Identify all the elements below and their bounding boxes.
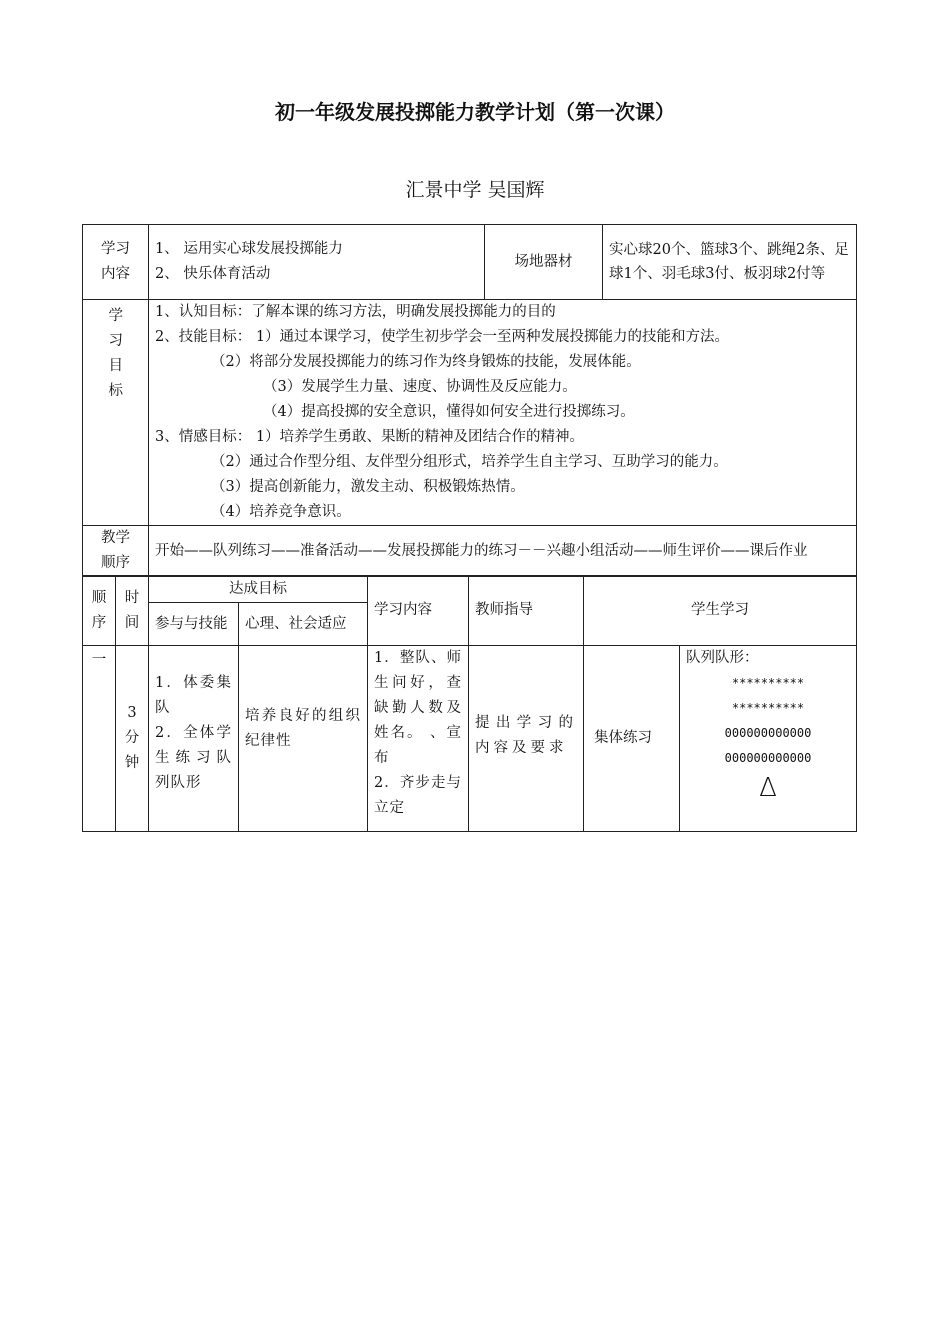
formation-cell <box>680 646 857 832</box>
formation-row: ********** <box>731 676 805 690</box>
author-line: 汇景中学 吴国辉 <box>405 179 545 201</box>
time-header: 时间 <box>116 576 149 646</box>
formation-row: ********** <box>731 701 805 715</box>
goals-header: 达成目标 <box>149 576 368 603</box>
participation-text: 1．体委集队 2．全体学生练习队列队形 <box>155 675 232 791</box>
study-content-item: 1、 运用实心球发展投掷能力 <box>155 241 343 257</box>
participation-header: 参与与技能 <box>149 603 239 646</box>
study-content-item: 2、 快乐体育活动 <box>155 266 271 282</box>
participation-cell <box>149 646 239 832</box>
teacher-header: 教师指导 <box>469 576 584 646</box>
psych-header: 心理、社会适应 <box>239 603 368 646</box>
formation-row: 000000000000 <box>724 726 812 740</box>
method-cell: 集体练习 <box>584 646 680 832</box>
teacher-cell <box>469 646 584 832</box>
study-content-cell <box>149 225 485 300</box>
objective-line: （3）提高创新能力，激发主动、积极锻炼热情。 <box>211 479 525 495</box>
content-text: 1．整队、师生问好，查缺勤人数及姓名。 、宣布 2．齐步走与立定 <box>374 650 462 816</box>
time-value: 3分钟 <box>124 705 140 771</box>
psych-text: 培养良好的组织纪律性 <box>245 707 361 749</box>
content-header: 学习内容 <box>368 576 469 646</box>
objectives-label-text: 学习目标 <box>108 308 123 399</box>
teacher-position-marker: Δ <box>759 773 777 803</box>
objective-line: 2、技能目标： 1）通过本课学习，使学生初步学会一至两种发展投掷能力的技能和方法。 <box>155 329 730 345</box>
teacher-text: 提出学习的内容及要求 <box>475 714 577 756</box>
equipment-cell: 实心球20个、篮球3个、跳绳2条、足球1个、羽毛球3付、板羽球2付等 <box>603 225 857 300</box>
objectives-cell <box>149 300 857 526</box>
objective-line: 1、认知目标：了解本课的练习方法，明确发展投掷能力的目的 <box>155 304 556 320</box>
objectives-label <box>83 300 149 526</box>
page-title: 初一年级发展投掷能力教学计划（第一次课） <box>275 100 675 124</box>
equipment-label: 场地器材 <box>485 225 603 300</box>
objective-line: 3、情感目标： 1）培养学生勇敢、果断的精神及团结合作的精神。 <box>155 429 585 445</box>
student-header: 学生学习 <box>584 576 857 646</box>
order-cell: 一 <box>83 646 116 832</box>
objective-line: （3）发展学生力量、速度、协调性及反应能力。 <box>263 379 577 395</box>
psych-cell <box>239 646 368 832</box>
formation-label: 队列队形： <box>686 650 759 666</box>
objective-line: （2）将部分发展投掷能力的练习作为终身锻炼的技能，发展体能。 <box>211 354 641 370</box>
sequence-cell: 开始——队列练习——准备活动——发展投掷能力的练习－－兴趣小组活动——师生评价——课后作业 <box>149 526 857 577</box>
sequence-label: 教学顺序 <box>83 526 149 577</box>
order-header: 顺序 <box>83 576 116 646</box>
formation-row: 000000000000 <box>724 751 812 765</box>
content-cell <box>368 646 469 832</box>
time-cell <box>116 646 149 832</box>
study-content-label: 学习内容 <box>83 225 149 300</box>
objective-line: （4）提高投掷的安全意识，懂得如何安全进行投掷练习。 <box>263 404 635 420</box>
objective-line: （4）培养竞争意识。 <box>211 504 351 520</box>
plan-overview-table <box>82 224 857 577</box>
lesson-steps-table <box>82 575 857 832</box>
objective-line: （2）通过合作型分组、友伴型分组形式，培养学生自主学习、互助学习的能力。 <box>211 454 728 470</box>
